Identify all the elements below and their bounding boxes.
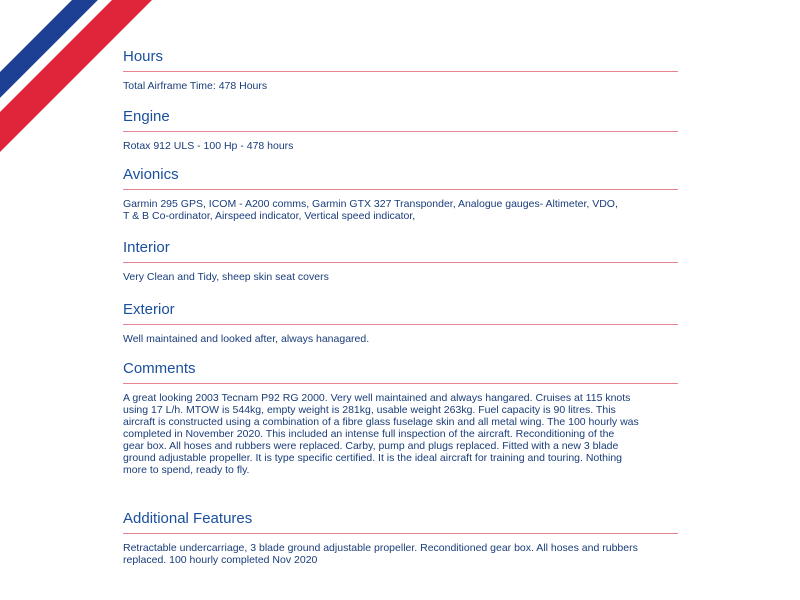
section-text: Well maintained and looked after, always hanagared. (123, 333, 370, 345)
section-text: Garmin 295 GPS, ICOM - A200 comms, Garmin GTX 327 Transponder, Analogue gauges- Altimeter, VDO, T & B Co-ordinator, Airspeed indicator, Vertical speed indicator, (123, 198, 618, 222)
section-text: Very Clean and Tidy, sheep skin seat covers (123, 271, 329, 283)
section-text: A great looking 2003 Tecnam P92 RG 2000. Very well maintained and always hangared. Cruises at 115 knots using 17 L/h. MTOW is 544kg, empty weight is 281kg, usable weight 263kg. Fuel capacity is 90 litres. This aircraft is constructed using a combination of a fibre glass fuselage skin and all metal wing. The 100 hourly was completed in November 2020. This included an intense full inspection of the aircraft. Reconditioning of the gear box. All hoses and rubbers were replaced. Carby, pump and plugs replaced. Fitted with a new 3 blade ground adjustable propeller. It is type specific certified. It is the ideal aircraft for training and touring. Nothing more to spend, ready to fly. (123, 392, 639, 476)
section-heading: Additional Features (123, 510, 678, 534)
section-comments (123, 360, 678, 476)
section-heading: Interior (123, 239, 678, 263)
section-engine (123, 108, 678, 152)
section-text: Total Airframe Time: 478 Hours (123, 80, 268, 92)
section-heading: Avionics (123, 166, 678, 190)
section-heading: Hours (123, 48, 678, 72)
section-avionics (123, 166, 678, 222)
section-text: Retractable undercarriage, 3 blade ground adjustable propeller. Reconditioned gear box. All hoses and rubbers replaced. 100 hourly completed Nov 2020 (123, 542, 638, 566)
section-interior (123, 239, 678, 283)
section-heading: Comments (123, 360, 678, 384)
section-text: Rotax 912 ULS - 100 Hp - 478 hours (123, 140, 294, 152)
section-additional-features (123, 510, 678, 566)
section-exterior (123, 301, 678, 345)
section-heading: Engine (123, 108, 678, 132)
section-heading: Exterior (123, 301, 678, 325)
section-hours (123, 48, 678, 92)
